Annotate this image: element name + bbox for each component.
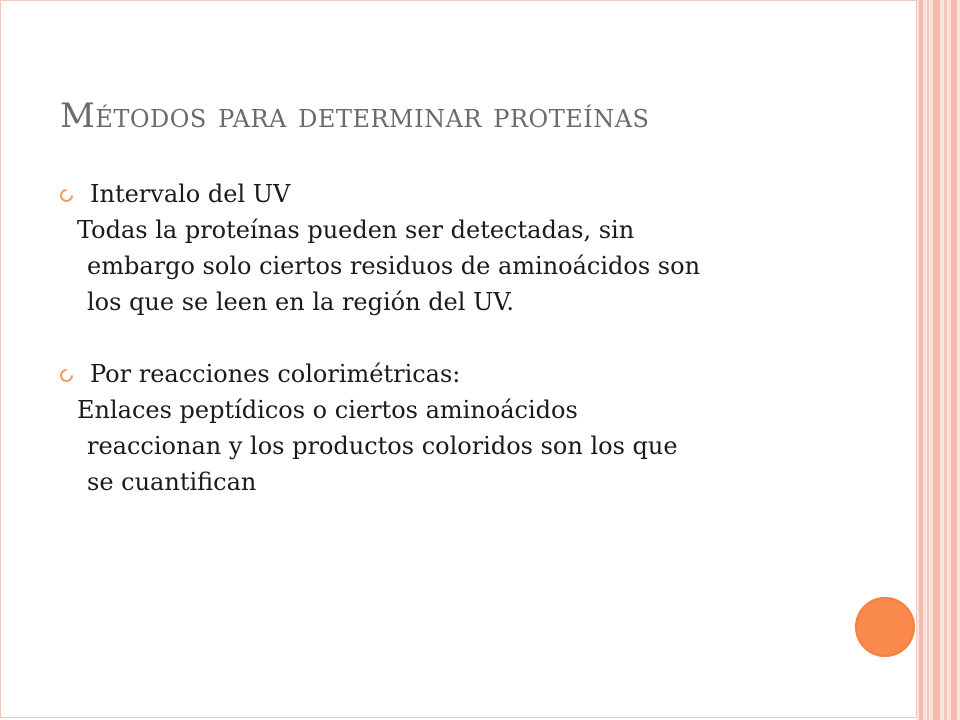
bullet-item	[60, 356, 820, 392]
decorative-circle	[855, 597, 915, 657]
stripe	[927, 0, 929, 720]
slide-title: Métodos para determinar proteínas	[60, 96, 650, 136]
bullet-heading: Intervalo del UV	[90, 180, 291, 208]
stripe	[944, 0, 947, 720]
stripe	[933, 0, 940, 720]
paragraph-line: los que se leen en la región del UV.	[87, 288, 515, 316]
paragraph-line: Todas la proteínas pueden ser detectadas, sin	[77, 216, 635, 244]
bullet-icon	[57, 186, 75, 204]
stripe	[951, 0, 957, 720]
slide-body	[60, 176, 820, 500]
paragraph-line: reaccionan y los productos coloridos son los que	[87, 432, 678, 460]
paragraph-line: Enlaces peptídicos o ciertos aminoácidos	[77, 396, 578, 424]
bullet-paragraph	[60, 392, 820, 500]
bullet-item	[60, 176, 820, 212]
paragraph-line: embargo solo ciertos residuos de aminoácidos son	[87, 252, 701, 280]
paragraph-line: se cuantifican	[87, 468, 257, 496]
bullet-icon	[57, 366, 75, 384]
bullet-paragraph	[60, 212, 820, 320]
stripe	[919, 0, 923, 720]
bullet-heading: Por reacciones colorimétricas:	[90, 360, 461, 388]
decorative-stripes	[917, 0, 960, 720]
